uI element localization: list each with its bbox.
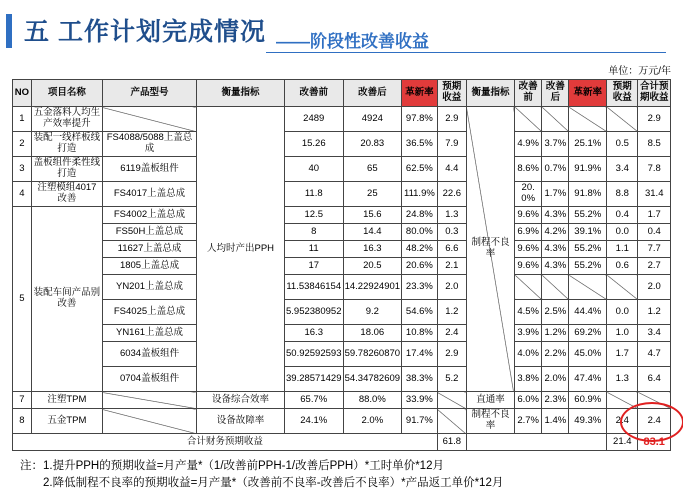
total: 1.2 [638, 300, 671, 325]
before-2: 9.6% [515, 258, 542, 275]
row-no: 8 [13, 409, 32, 434]
after-1: 2.0% [343, 409, 402, 434]
before-2 [515, 275, 542, 300]
col-profit-2: 预期收益 [607, 80, 638, 107]
profit-1: 4.4 [437, 157, 466, 182]
rate-2: 44.4% [569, 300, 607, 325]
col-after-1: 改善后 [343, 80, 402, 107]
col-metric-1: 衡量指标 [197, 80, 285, 107]
profit-2: 0.5 [607, 132, 638, 157]
rate-2: 55.2% [569, 207, 607, 224]
after-1: 16.3 [343, 241, 402, 258]
profit-1: 22.6 [437, 182, 466, 207]
rate-2: 60.9% [569, 392, 607, 409]
row-no: 3 [13, 157, 32, 182]
footer-profit-1: 61.8 [437, 434, 466, 451]
col-metric-2: 衡量指标 [466, 80, 514, 107]
before-1: 16.3 [284, 325, 343, 342]
row-no: 5 [13, 207, 32, 392]
before-1: 40 [284, 157, 343, 182]
product-model: 11627上盖总成 [102, 241, 196, 258]
before-1: 39.28571429 [284, 367, 343, 392]
before-1: 65.7% [284, 392, 343, 409]
rate-1: 54.6% [402, 300, 438, 325]
col-rate-2: 革新率 [569, 80, 607, 107]
metric-2: 制程不良率 [466, 409, 514, 434]
total: 0.4 [638, 224, 671, 241]
before-1: 11 [284, 241, 343, 258]
rate-1: 23.3% [402, 275, 438, 300]
profit-2: 1.7 [607, 342, 638, 367]
table-row [13, 258, 671, 275]
total: 8.5 [638, 132, 671, 157]
total: 2.7 [638, 258, 671, 275]
col-before-1: 改善前 [284, 80, 343, 107]
profit-1: 6.6 [437, 241, 466, 258]
profit-1: 2.1 [437, 258, 466, 275]
total: 7.7 [638, 241, 671, 258]
after-1: 9.2 [343, 300, 402, 325]
rate-1: 97.8% [402, 107, 438, 132]
col-total: 合计预期收益 [638, 80, 671, 107]
title-accent-bar [6, 14, 12, 48]
after-1: 88.0% [343, 392, 402, 409]
table-row [13, 157, 671, 182]
before-1: 12.5 [284, 207, 343, 224]
before-1: 2489 [284, 107, 343, 132]
row-no: 4 [13, 182, 32, 207]
profit-2: 8.8 [607, 182, 638, 207]
profit-1: 2.4 [437, 325, 466, 342]
rate-2 [569, 275, 607, 300]
profit-1: 0.3 [437, 224, 466, 241]
profit-2 [607, 275, 638, 300]
rate-1: 48.2% [402, 241, 438, 258]
product-model: FS50H上盖总成 [102, 224, 196, 241]
table-row [13, 392, 671, 409]
before-1: 15.26 [284, 132, 343, 157]
metric-defect-rate [466, 107, 514, 392]
rate-1: 10.8% [402, 325, 438, 342]
product-model: FS4002上盖总成 [102, 207, 196, 224]
rate-1: 20.6% [402, 258, 438, 275]
after-2: 4.3% [542, 258, 569, 275]
product-model: FS4025上盖总成 [102, 300, 196, 325]
rate-1: 36.5% [402, 132, 438, 157]
unit-label: 单位：万元/年 [608, 66, 671, 77]
profit-2: 0.0 [607, 224, 638, 241]
after-2: 2.5% [542, 300, 569, 325]
rate-2: 55.2% [569, 241, 607, 258]
col-profit-1: 预期收益 [437, 80, 466, 107]
table-row [13, 367, 671, 392]
total [638, 392, 671, 409]
table-header-row [13, 80, 671, 107]
after-2: 4.3% [542, 207, 569, 224]
col-before-2: 改善前 [515, 80, 542, 107]
table-row [13, 275, 671, 300]
rate-2: 49.3% [569, 409, 607, 434]
after-2: 2.0% [542, 367, 569, 392]
col-rate-1: 革新率 [402, 80, 438, 107]
after-1: 25 [343, 182, 402, 207]
project-name: 盖板组件柔性线打造 [31, 157, 102, 182]
rate-1: 91.7% [402, 409, 438, 434]
after-1: 14.4 [343, 224, 402, 241]
product-model: 1805上盖总成 [102, 258, 196, 275]
col-project-name: 项目名称 [31, 80, 102, 107]
after-1: 59.78260870 [343, 342, 402, 367]
project-name: 注塑模组4017改善 [31, 182, 102, 207]
product-model: 0704盖板组件 [102, 367, 196, 392]
after-2 [542, 107, 569, 132]
product-model: YN161上盖总成 [102, 325, 196, 342]
product-model: FS4017上盖总成 [102, 182, 196, 207]
before-1: 24.1% [284, 409, 343, 434]
page-title: 五 工作计划完成情况 [24, 18, 266, 46]
col-after-2: 改善后 [542, 80, 569, 107]
before-1: 11.8 [284, 182, 343, 207]
table-row [13, 224, 671, 241]
rate-1: 38.3% [402, 367, 438, 392]
table-row [13, 182, 671, 207]
table-row [13, 207, 671, 224]
col-product-model: 产品型号 [102, 80, 196, 107]
page-subtitle: ——阶段性改善收益 [276, 32, 429, 51]
after-2: 1.2% [542, 325, 569, 342]
footer-spacer [466, 434, 606, 451]
metric-1: 设备综合效率 [197, 392, 285, 409]
profit-1: 1.2 [437, 300, 466, 325]
total: 4.7 [638, 342, 671, 367]
total: 2.0 [638, 275, 671, 300]
profit-2: 0.4 [607, 207, 638, 224]
total: 3.4 [638, 325, 671, 342]
rate-2: 39.1% [569, 224, 607, 241]
rate-1: 80.0% [402, 224, 438, 241]
table-row [13, 132, 671, 157]
table-row [13, 409, 671, 434]
profit-1: 2.9 [437, 107, 466, 132]
rate-1: 24.8% [402, 207, 438, 224]
after-2: 4.3% [542, 241, 569, 258]
after-1: 20.5 [343, 258, 402, 275]
before-2: 4.5% [515, 300, 542, 325]
rate-1: 33.9% [402, 392, 438, 409]
rate-2: 91.9% [569, 157, 607, 182]
after-2: 2.2% [542, 342, 569, 367]
metric-defect-label: 制程不良率 [471, 237, 510, 259]
table-row [13, 300, 671, 325]
after-1: 14.22924901 [343, 275, 402, 300]
col-no: NO [13, 80, 32, 107]
profit-2: 3.4 [607, 157, 638, 182]
before-1: 8 [284, 224, 343, 241]
profit-2 [607, 392, 638, 409]
product-model: YN201上盖总成 [102, 275, 196, 300]
rate-2: 25.1% [569, 132, 607, 157]
product-model: FS4088/5088上盖总成 [102, 132, 196, 157]
before-2: 3.9% [515, 325, 542, 342]
after-1: 18.06 [343, 325, 402, 342]
profit-1: 5.2 [437, 367, 466, 392]
before-2: 9.6% [515, 207, 542, 224]
profit-1: 2.0 [437, 275, 466, 300]
profit-1: 1.3 [437, 207, 466, 224]
metric-1: 设备故障率 [197, 409, 285, 434]
after-2: 4.2% [542, 224, 569, 241]
table-row [13, 342, 671, 367]
before-2: 3.8% [515, 367, 542, 392]
product-model: 6034盖板组件 [102, 342, 196, 367]
rate-2 [569, 107, 607, 132]
product-model-empty [102, 392, 196, 409]
before-2: 2.7% [515, 409, 542, 434]
profit-2: 0.6 [607, 258, 638, 275]
after-2: 1.7% [542, 182, 569, 207]
profit-2: 2.4 [607, 409, 638, 434]
project-name: 五金TPM [31, 409, 102, 434]
after-1: 4924 [343, 107, 402, 132]
total: 31.4 [638, 182, 671, 207]
product-model-empty [102, 409, 196, 434]
table-row [13, 241, 671, 258]
profit-2: 0.0 [607, 300, 638, 325]
notes [20, 458, 503, 492]
after-1: 15.6 [343, 207, 402, 224]
row-no: 7 [13, 392, 32, 409]
before-2: 20.0% [515, 182, 542, 207]
profit-2: 1.3 [607, 367, 638, 392]
footer-grand-total: 83.1 [638, 434, 671, 451]
after-2: 3.7% [542, 132, 569, 157]
rate-2: 69.2% [569, 325, 607, 342]
project-name: 五金落料人均生产效率提升 [31, 107, 102, 132]
project-name: 装配车间产品别改善 [31, 207, 102, 392]
after-2: 2.3% [542, 392, 569, 409]
profit-2 [607, 107, 638, 132]
after-1: 20.83 [343, 132, 402, 157]
profit-1 [437, 392, 466, 409]
project-name: 注塑TPM [31, 392, 102, 409]
before-1: 17 [284, 258, 343, 275]
after-2 [542, 275, 569, 300]
before-2: 4.0% [515, 342, 542, 367]
metric-pph: 人均时产出PPH [197, 107, 285, 392]
after-2: 0.7% [542, 157, 569, 182]
title-bar [0, 0, 683, 62]
product-model-empty [102, 107, 196, 132]
profit-1: 7.9 [437, 132, 466, 157]
footer-label: 合计财务预期收益 [13, 434, 438, 451]
before-2: 9.6% [515, 241, 542, 258]
profit-2: 1.0 [607, 325, 638, 342]
profit-1 [437, 409, 466, 434]
row-no: 2 [13, 132, 32, 157]
row-no: 1 [13, 107, 32, 132]
profit-2: 1.1 [607, 241, 638, 258]
before-2: 6.0% [515, 392, 542, 409]
table-row [13, 325, 671, 342]
total: 2.9 [638, 107, 671, 132]
rate-2: 55.2% [569, 258, 607, 275]
project-name: 装配一线样板线打造 [31, 132, 102, 157]
subtitle-underline [266, 52, 666, 53]
after-1: 65 [343, 157, 402, 182]
improvement-table [12, 79, 671, 451]
rate-2: 91.8% [569, 182, 607, 207]
table-footer-row [13, 434, 671, 451]
rate-1: 111.9% [402, 182, 438, 207]
after-1: 54.34782609 [343, 367, 402, 392]
footer-profit-2: 21.4 [607, 434, 638, 451]
rate-2: 45.0% [569, 342, 607, 367]
rate-1: 17.4% [402, 342, 438, 367]
after-2: 1.4% [542, 409, 569, 434]
rate-1: 62.5% [402, 157, 438, 182]
note-line-2: 2.降低制程不良率的预期收益=月产量*（改善前不良率-改善后不良率）*产品返工单价*12月 [43, 477, 504, 489]
metric-2: 直通率 [466, 392, 514, 409]
product-model: 6119盖板组件 [102, 157, 196, 182]
profit-1: 2.9 [437, 342, 466, 367]
before-2: 4.9% [515, 132, 542, 157]
before-1: 50.92592593 [284, 342, 343, 367]
total: 2.4 [638, 409, 671, 434]
total: 7.8 [638, 157, 671, 182]
before-2: 8.6% [515, 157, 542, 182]
rate-2: 47.4% [569, 367, 607, 392]
note-line-1: 注：1.提升PPH的预期收益=月产量*（1/改善前PPH-1/改善后PPH）*工时单价*12月 [20, 460, 444, 472]
before-2 [515, 107, 542, 132]
before-2: 6.9% [515, 224, 542, 241]
before-1: 11.53846154 [284, 275, 343, 300]
total: 6.4 [638, 367, 671, 392]
before-1: 5.952380952 [284, 300, 343, 325]
total: 1.7 [638, 207, 671, 224]
table-row [13, 107, 671, 132]
